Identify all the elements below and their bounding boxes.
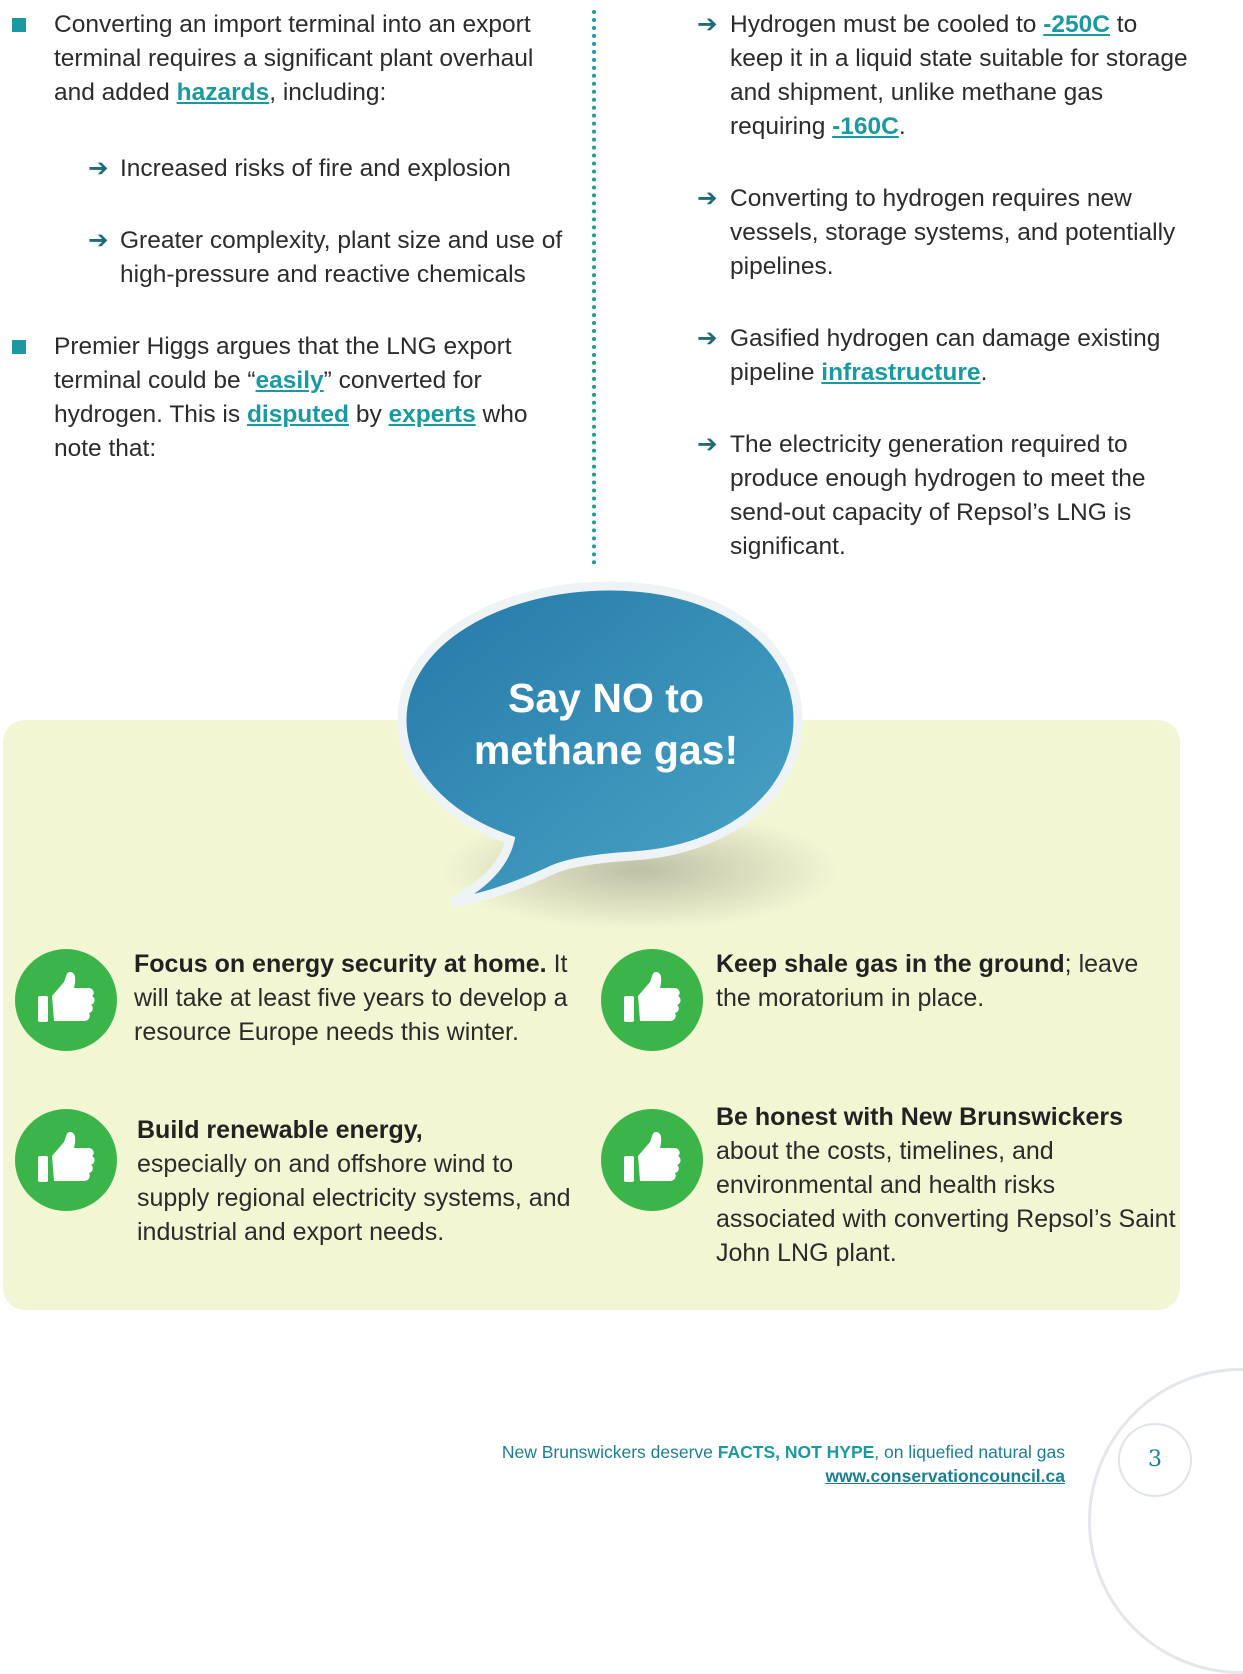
page-number: 3 <box>1118 1423 1192 1497</box>
dotted-divider <box>592 10 596 565</box>
square-bullet-icon <box>12 340 26 354</box>
action-renewable-energy: Build renewable energy, especially on and offshore wind to supply regional electricity systems, and industrial and export needs. <box>137 1116 571 1246</box>
thumbs-up-icon <box>600 1108 704 1212</box>
arrow-right-icon: ➔ <box>88 227 109 254</box>
bubble-headline: Say NO to methane gas! <box>473 675 739 773</box>
sub-bullet-cooling: ➔ Hydrogen must be cooled to -250C to keep it in a liquid state suitable for storage and shipment, unlike methane gas requiring -160C. <box>690 8 1190 144</box>
sub-bullet-pipeline-damage: ➔ Gasified hydrogen can damage existing pipeline infrastructure. <box>690 322 1190 390</box>
hazards-link[interactable]: hazards <box>176 79 270 106</box>
square-bullet-icon <box>12 18 26 32</box>
arrow-right-icon: ➔ <box>697 431 718 458</box>
thumbs-up-icon <box>14 948 118 1052</box>
action-shale-gas: Keep shale gas in the ground; leave the moratorium in place. <box>716 950 1139 1012</box>
footer <box>502 1440 1065 1488</box>
sub-bullet-fire-risk: ➔ Increased risks of fire and explosion <box>0 152 570 186</box>
bullet-premier-higgs: Premier Higgs argues that the LNG export terminal could be “easily” converted for hydrogen. This is disputed by experts who note that: <box>0 330 570 466</box>
arrow-right-icon: ➔ <box>88 155 109 182</box>
sub-bullet-new-vessels: ➔ Converting to hydrogen requires new vessels, storage systems, and potentially pipelines. <box>690 182 1190 284</box>
arrow-right-icon: ➔ <box>697 325 718 352</box>
disputed-link[interactable]: disputed <box>246 401 350 428</box>
sub-bullet-electricity: ➔ The electricity generation required to produce enough hydrogen to meet the send-out capacity of Repsol’s LNG is significant. <box>690 428 1190 564</box>
infrastructure-link[interactable]: infrastructure <box>821 359 981 386</box>
thumbs-up-icon <box>600 948 704 1052</box>
right-column <box>690 8 1190 602</box>
arrow-right-icon: ➔ <box>697 185 718 212</box>
easily-link[interactable]: easily <box>255 367 324 394</box>
bullet-conversion-hazards: Converting an import terminal into an export terminal requires a significant plant overhaul and added hazards, including: <box>0 8 570 110</box>
arrow-right-icon: ➔ <box>697 11 718 38</box>
left-column <box>0 8 570 498</box>
action-be-honest: Be honest with New Brunswickers about the costs, timelines, and environmental and health risks associated with converting Repsol’s Saint John LNG plant. <box>716 1103 1176 1267</box>
experts-link[interactable]: experts <box>388 401 476 428</box>
footer-tagline: New Brunswickers deserve FACTS, NOT HYPE, on liquefied natural gas <box>501 1442 1065 1462</box>
action-energy-security: Focus on energy security at home. It will take at least five years to develop a resource Europe needs this winter. <box>134 950 568 1046</box>
decorative-circle <box>1088 1368 1243 1674</box>
sub-bullet-complexity: ➔ Greater complexity, plant size and use of high-pressure and reactive chemicals <box>0 224 570 292</box>
thumbs-up-icon <box>14 1108 118 1212</box>
website-link[interactable]: www.conservationcouncil.ca <box>825 1466 1065 1486</box>
minus-250c-link[interactable]: -250C <box>1043 11 1110 38</box>
minus-160c-link[interactable]: -160C <box>832 113 899 140</box>
